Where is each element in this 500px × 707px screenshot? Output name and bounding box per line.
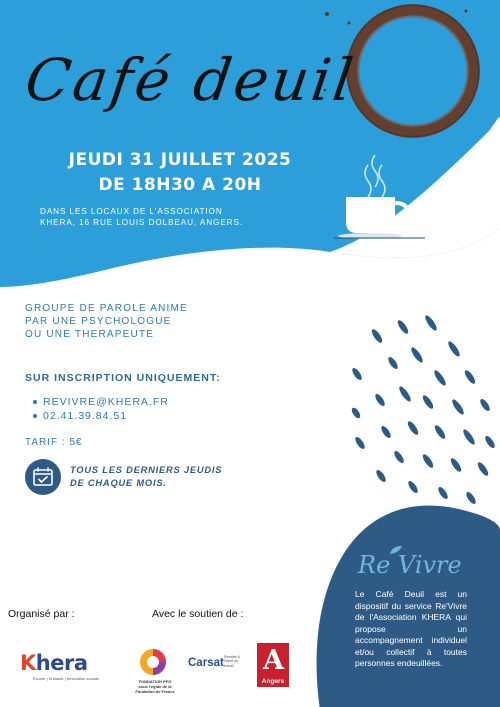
address-line-1: DANS LES LOCAUX DE L'ASSOCIATION: [40, 207, 223, 216]
inscription-heading: SUR INSCRIPTION UNIQUEMENT:: [25, 372, 221, 384]
angers-logo-mark: A: [263, 645, 284, 676]
group-line-1: GROUPE DE PAROLE ANIME: [25, 303, 188, 314]
carsat-logo: Carsat: [188, 657, 224, 669]
khera-logo: Khera: [20, 651, 88, 675]
carsat-subtitle: Retraite & Santé au travail: [224, 655, 240, 668]
revivre-logo: Re Vivre: [358, 551, 462, 579]
fondation-pfg-logo: [138, 647, 168, 677]
price-label: TARIF : 5€: [25, 437, 83, 448]
schedule-line-1: TOUS LES DERNIERS JEUDIS: [70, 465, 223, 475]
group-description: [25, 302, 285, 341]
event-time: DE 18H30 A 20H: [98, 175, 262, 195]
revivre-description: Le Café Deuil est un dispositif du service Re'Vivre de l'Association KHERA qui propose un accompagnement individuel et/ou collectif à toutes personnes endeuillées.: [355, 589, 467, 668]
event-title: Café deuil: [21, 46, 360, 114]
address-line-2: KHERA, 16 RUE LOUIS DOLBEAU, ANGERS.: [40, 218, 244, 227]
contact-phone[interactable]: 02.41.39.84.51: [33, 409, 169, 423]
angers-logo: [257, 643, 289, 687]
schedule-line-2: DE CHAQUE MOIS.: [70, 478, 167, 488]
event-address: [40, 206, 320, 228]
fondation-pfg-text: FONDATION PFG sous l'égide de la Fondation de France: [135, 679, 175, 694]
group-line-2: PAR UNE PSYCHOLOGUE: [25, 316, 172, 327]
organized-by-label: Organisé par :: [8, 608, 75, 620]
event-date: JEUDI 31 JUILLET 2025: [68, 150, 292, 170]
calendar-badge: [25, 459, 61, 495]
leaf-icon: [389, 545, 403, 555]
contact-list: [33, 395, 169, 423]
rain-drops: [350, 314, 496, 506]
angers-logo-label: Angers: [261, 678, 285, 685]
calendar-check-icon: [25, 459, 61, 495]
support-label: Avec le soutien de :: [152, 608, 244, 620]
schedule-text: [70, 464, 270, 490]
contact-email[interactable]: REVIVRE@KHERA.FR: [33, 395, 169, 409]
khera-tagline: Écoute | Entraide | Innovation sociale: [33, 676, 99, 681]
group-line-3: OU UNE THERAPEUTE: [25, 329, 155, 340]
